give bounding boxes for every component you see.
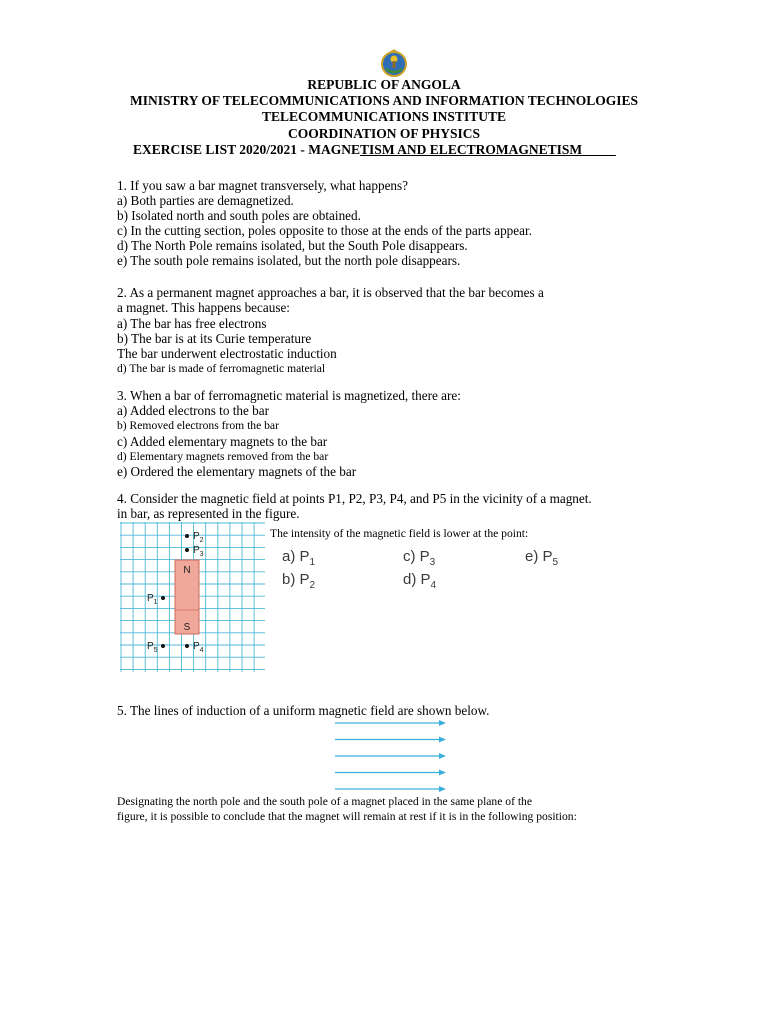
label-p4 [193,641,204,654]
label-p5 [147,641,158,654]
q1-option-c: c) In the cutting section, poles opposite to those at the ends of the parts appear. [117,223,532,238]
label-p4-index: 4 [199,647,204,654]
q3-stem: 3. When a bar of ferromagnetic material is magnetized, there are: [117,388,461,403]
q4-option-c [403,548,435,568]
q4-option-a [282,548,315,568]
q3-option-b: b) Removed electrons from the bar [117,419,279,432]
title-part-1: EXERCISE LIST 2020/2021 - MAGNE [133,142,361,157]
title-underline-tail [582,142,616,157]
label-p1-index: 1 [153,599,158,606]
q3-option-d: d) Elementary magnets removed from the bar [117,450,329,463]
north-pole-label: N [183,565,191,576]
header-ministry: MINISTRY OF TELECOMMUNICATIONS AND INFORMATION TECHNOLOGIES [130,93,638,108]
q4-option-d-text: d) P [403,571,431,588]
field-line-arrowhead [439,770,446,776]
q3-option-c: c) Added elementary magnets to the bar [117,434,328,449]
q4-option-c-index: 3 [429,557,436,568]
q4-option-b-text: b) P [282,571,310,588]
q4-option-c-text: c) P [403,548,430,565]
coat-of-arms-emblem [380,49,408,77]
label-p5-letter: P [147,641,154,652]
q4-stem-line1: 4. Consider the magnetic field at points P1, P2, P3, P4, and P5 in the vicinity of a magnet. [117,491,592,506]
q1-option-d: d) The North Pole remains isolated, but the South Pole disappears. [117,238,468,253]
q4-option-e-text: e) P [525,548,553,565]
q4-option-d [403,571,436,591]
point-p5-marker [161,644,165,648]
exercise-list-title [133,142,616,158]
q3-option-a: a) Added electrons to the bar [117,403,269,418]
q1-stem: 1. If you saw a bar magnet transversely, what happens? [117,178,408,193]
magnet-field-figure [120,522,265,672]
label-p4-letter: P [193,641,200,652]
label-p1-letter: P [147,593,154,604]
q1-option-a: a) Both parties are demagnetized. [117,193,294,208]
q5-stem: 5. The lines of induction of a uniform magnetic field are shown below. [117,703,490,718]
header-republic: REPUBLIC OF ANGOLA [307,77,461,92]
label-p3-letter: P [193,545,200,556]
field-line-arrowhead [439,720,446,726]
point-p1-marker [161,596,165,600]
q5-text-line1: Designating the north pole and the south pole of a magnet placed in the same plane of the [117,795,532,808]
q4-stem-line2: in bar, as represented in the figure. [117,506,300,521]
q2-option-d: d) The bar is made of ferromagnetic material [117,362,326,375]
q4-option-e-index: 5 [552,557,559,568]
q2-option-b: b) The bar is at its Curie temperature [117,331,312,346]
q3-option-e: e) Ordered the elementary magnets of the bar [117,464,357,479]
q5-text-line2: figure, it is possible to conclude that the magnet will remain at rest if it is in the following position: [117,810,577,823]
q4-prompt: The intensity of the magnetic field is lower at the point: [270,527,529,540]
q2-stem-line2: a magnet. This happens because: [117,300,290,315]
header-institute: TELECOMMUNICATIONS INSTITUTE [262,109,506,124]
label-p2-letter: P [193,531,200,542]
q4-option-b [282,571,315,591]
q2-option-c: The bar underwent electrostatic induction [117,346,337,361]
uniform-field-lines-figure [333,715,448,795]
q2-stem-line1: 2. As a permanent magnet approaches a bar, it is observed that the bar becomes a [117,285,544,300]
field-line-arrowhead [439,786,446,792]
q4-option-a-text: a) P [282,548,310,565]
label-p2-index: 2 [199,537,204,544]
label-p5-index: 5 [153,647,158,654]
q4-option-a-index: 1 [309,557,316,568]
label-p1 [147,593,158,606]
field-line-arrowhead [439,753,446,759]
q4-option-d-index: 4 [430,580,437,591]
title-part-2: TISM AND ELECTROMAGNETISM [360,142,583,157]
q1-option-b: b) Isolated north and south poles are obtained. [117,208,361,223]
label-p3-index: 3 [199,551,204,558]
field-line-arrowhead [439,737,446,743]
q1-option-e: e) The south pole remains isolated, but the north pole disappears. [117,253,461,268]
point-p4-marker [185,644,189,648]
point-p3-marker [185,548,189,552]
point-p2-marker [185,534,189,538]
q4-option-b-index: 2 [309,580,316,591]
label-p2 [193,531,204,544]
q4-option-e [525,548,558,568]
field-lines [335,720,446,792]
header-coordination: COORDINATION OF PHYSICS [287,126,481,141]
q2-option-a: a) The bar has free electrons [117,316,267,331]
south-pole-label: S [183,622,191,633]
